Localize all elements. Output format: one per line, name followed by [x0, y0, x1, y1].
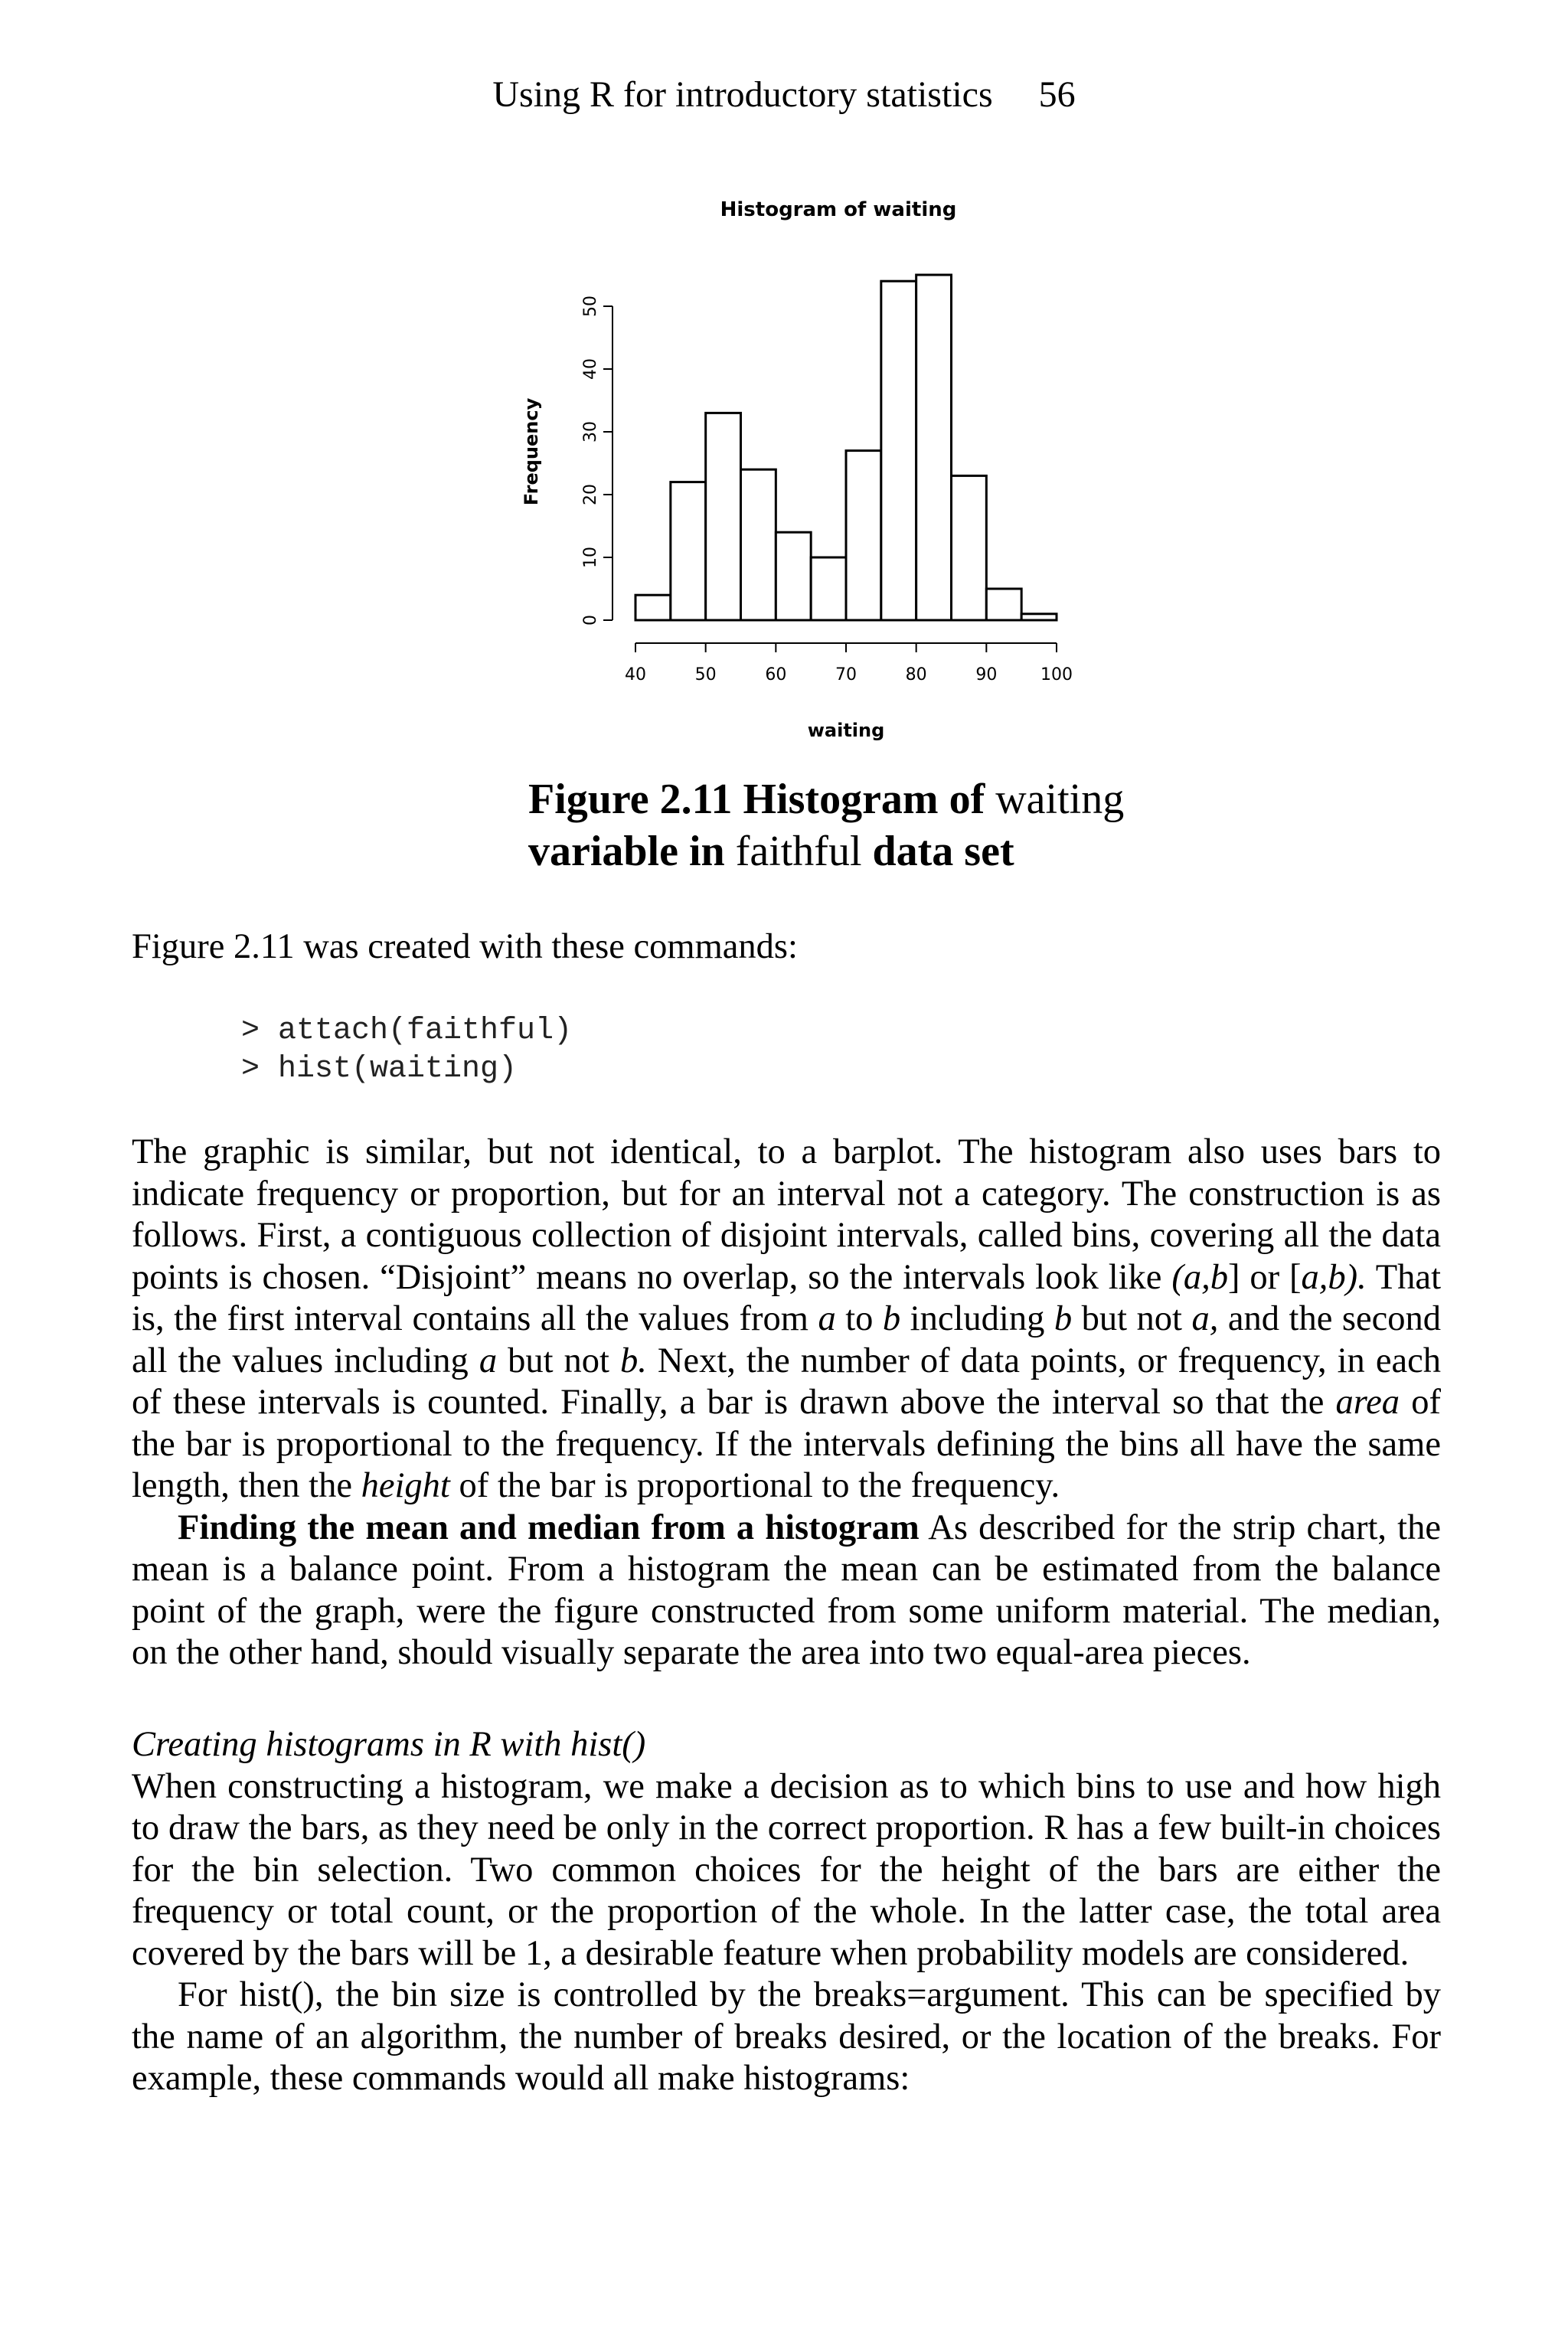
histogram-bar	[635, 595, 671, 620]
x-tick-label: 80	[905, 665, 927, 684]
x-tick-label: 90	[975, 665, 998, 684]
body-section-2	[132, 1724, 1441, 2100]
text-run: a,b).	[1301, 1257, 1367, 1297]
y-axis	[581, 296, 612, 626]
histogram-chart	[490, 184, 1095, 750]
y-tick-label: 30	[581, 421, 600, 443]
text-run: ] or [	[1227, 1257, 1302, 1297]
intro-text: Figure 2.11 was created with these commands:	[132, 927, 798, 966]
text-run: a	[818, 1299, 836, 1338]
paragraph-bin-choices: When constructing a histogram, we make a decision as to which bins to use and how high to draw the bars, as they need be only in the correct proportion. R has a few built-in choices for the bin selection. Two common choices for the height of the bars are either the frequency or total count, or the proportion of the whole. In the latter case, the total area covered by the bars will be 1, a desirable feature when probability models are considered.	[132, 1766, 1441, 1973]
text-run: and the second all the values including	[132, 1299, 1441, 1380]
code-line: > attach(faithful)	[241, 1014, 573, 1048]
x-tick-label: 70	[835, 665, 857, 684]
histogram-bar	[741, 469, 776, 620]
text-run: a,	[1191, 1299, 1219, 1338]
page-number: 56	[1038, 74, 1076, 115]
text-run: (a,b	[1171, 1257, 1228, 1297]
figure-caption	[528, 773, 1447, 877]
page-header	[0, 74, 1568, 116]
code-block	[241, 1012, 572, 1089]
text-run: b	[882, 1299, 901, 1338]
y-tick-label: 50	[581, 296, 600, 317]
caption-var-name: waiting	[985, 776, 1125, 823]
caption-bold-3: data set	[872, 828, 1014, 875]
running-title: Using R for introductory statistics	[492, 74, 993, 115]
code-line: > hist(waiting)	[241, 1052, 518, 1086]
text-run: but not	[497, 1341, 620, 1380]
text-run: of the bar is proportional to the frequency.	[449, 1466, 1060, 1505]
histogram-bar	[846, 451, 881, 620]
text-run: As described for the strip chart, the mean is a balance point. From a histogram the mean can be estimated from the balance point of the graph, were the figure constructed from some uniform material. The median, on the other hand, should visually separate the area into two equal-area pieces.	[132, 1508, 1441, 1672]
histogram-bar	[671, 482, 706, 620]
x-tick-label: 50	[694, 665, 717, 684]
section-heading: Creating histograms in R with hist()	[132, 1725, 646, 1764]
text-run: b.	[619, 1341, 647, 1380]
caption-dataset-name: faithful	[724, 828, 873, 875]
body-section-1	[132, 1132, 1441, 1674]
histogram-bar	[916, 275, 952, 620]
histogram-bar	[811, 557, 846, 620]
caption-bold-2: variable in	[528, 828, 725, 875]
text-run: The graphic is similar, but not identical, to a barplot. The histogram also uses bars to indicate frequency or proportion, but for an interval not a category. The construction is as follows. First, a contiguous collection of disjoint intervals, called bins, covering all the data points is chosen. “Disjoint” means no overlap, so the intervals look like	[132, 1132, 1441, 1297]
histogram-bar	[952, 475, 987, 620]
paragraph-breaks: For hist(), the bin size is controlled by the breaks=argument. This can be specified by the name of an algorithm, the number of breaks desired, or the location of the breaks. For example, these commands would all make histograms:	[132, 1975, 1441, 2098]
histogram-bar	[986, 589, 1021, 620]
x-axis-label: waiting	[807, 720, 885, 741]
text-run: of the bar is proportional to the frequency. If the intervals defining the bins all have the same length, then the	[132, 1383, 1441, 1505]
text-run: but not	[1072, 1299, 1192, 1338]
paragraph-histogram-construction	[132, 1132, 1441, 1508]
caption-bold-1: Figure 2.11 Histogram of	[528, 776, 985, 823]
x-tick-label: 60	[765, 665, 787, 684]
text-run: Next, the number of data points, or frequency, in each of these intervals is counted. Finally, a bar is drawn above the interval so that the	[132, 1341, 1441, 1422]
inline-heading: Finding the mean and median from a histogram	[178, 1508, 920, 1547]
y-tick-label: 40	[581, 358, 600, 380]
histogram-bar	[776, 532, 811, 620]
text-run: height	[361, 1466, 450, 1505]
text-run: b	[1054, 1299, 1073, 1338]
chart-title: Histogram of waiting	[720, 198, 957, 221]
y-tick-label: 10	[581, 547, 600, 568]
x-axis	[625, 643, 1073, 684]
histogram-bar	[1021, 614, 1057, 620]
y-tick-label: 20	[581, 484, 600, 505]
text-run: to	[835, 1299, 883, 1338]
histogram-bar	[706, 413, 741, 620]
paragraph-mean-median	[132, 1508, 1441, 1674]
y-axis-label: Frequency	[521, 397, 542, 506]
bars-group	[635, 275, 1057, 620]
x-tick-label: 100	[1040, 665, 1073, 684]
y-tick-label: 0	[581, 615, 600, 626]
text-run: area	[1335, 1383, 1400, 1422]
histogram-bar	[881, 281, 916, 620]
x-tick-label: 40	[625, 665, 646, 684]
text-run: a	[479, 1341, 498, 1380]
text-run: including	[900, 1299, 1054, 1338]
text-run: That is, the first interval contains all the values from	[132, 1257, 1441, 1338]
